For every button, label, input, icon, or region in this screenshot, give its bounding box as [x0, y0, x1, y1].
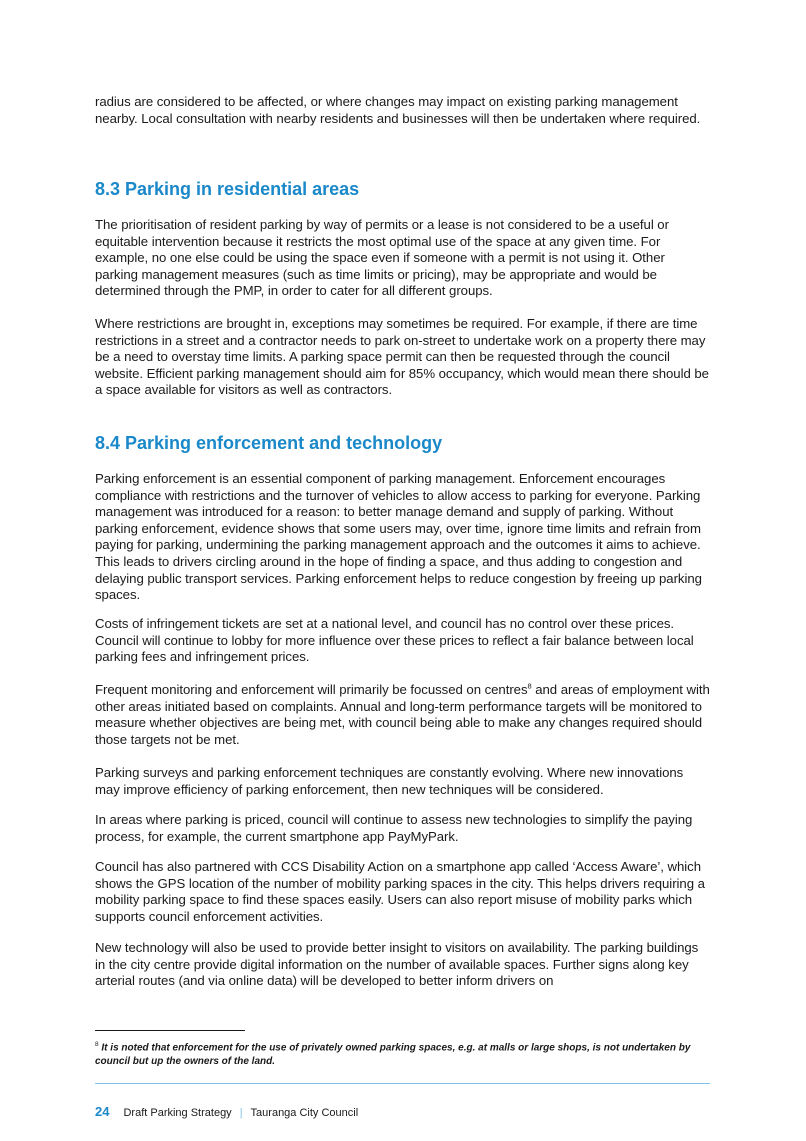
paragraph-8-4-3: [95, 682, 710, 748]
footnote-text: It is noted that enforcement for the use of privately owned parking spaces, e.g. at malls or large shops, is not undertaken by council but up the owners of the land.: [95, 1042, 691, 1067]
intro-paragraph: radius are considered to be affected, or where changes may impact on existing parking management nearby. Local consultation with nearby residents and businesses will then be undertaken where required.: [95, 94, 701, 126]
section-heading-8-4: 8.4 Parking enforcement and technology: [95, 433, 443, 453]
paragraph-8-4-6: Council has also partnered with CCS Disability Action on a smartphone app called ‘Access Aware’, which shows the GPS location of the number of mobility parking spaces in the city. This helps drivers requiring a mobility parking space to find these spaces easily. Users can also report misuse of mobility parks which supports council enforcement activities.: [95, 859, 705, 924]
footnote-number: 8: [95, 1041, 99, 1048]
footnote-reference: 8: [527, 681, 532, 691]
footnote-divider: [95, 1030, 245, 1031]
page-footer: [95, 1104, 358, 1119]
paragraph-8-4-5: In areas where parking is priced, council will continue to assess new technologies to simplify the paying process, for example, the current smartphone app PayMyPark.: [95, 812, 693, 844]
document-title: Draft Parking Strategy: [123, 1107, 232, 1119]
paragraph-8-4-2: Costs of infringement tickets are set at a national level, and council has no control over these prices. Council will continue to lobby for more influence over these prices to reflect a fair balance between local parking fees and infringement prices.: [95, 616, 694, 665]
paragraph-8-3-2: Where restrictions are brought in, exceptions may sometimes be required. For example, if there are time restrictions in a street and a contractor needs to park on-street to undertake work on a property there may be a need to overstay time limits. A parking space permit can then be requested through the council website. Efficient parking management should aim for 85% occupancy, which would mean there should be a space available for visitors as well as contractors.: [95, 316, 709, 398]
paragraph-8-4-7: New technology will also be used to provide better insight to visitors on availability. The parking buildings in the city centre provide digital information on the number of available spaces. Further signs along key arterial routes (and via online data) will be developed to better inform drivers on: [95, 940, 699, 989]
page-number: 24: [95, 1104, 110, 1119]
paragraph-8-4-3-end: and areas of employment with other areas initiated based on complaints. Annual and long-term performance targets will be monitored to measure whether objectives are being met, with council being able to make any changes required should those targets not be met.: [95, 682, 710, 747]
paragraph-8-4-4: Parking surveys and parking enforcement techniques are constantly evolving. Where new innovations may improve efficiency of parking enforcement, then new techniques will be considered.: [95, 765, 684, 797]
paragraph-8-3-1: The prioritisation of resident parking by way of permits or a lease is not considered to be a useful or equitable intervention because it restricts the most optimal use of the space at any given time. For example, no one else could be using the space even if someone with a permit is not using it. Other parking management measures (such as time limits or pricing), may be appropriate and would be determined through the PMP, in order to cater for all different groups.: [95, 217, 669, 299]
footer-divider: [95, 1083, 710, 1084]
section-heading-8-3: 8.3 Parking in residential areas: [95, 179, 360, 199]
footer-separator: |: [239, 1107, 243, 1119]
footnote: [95, 1038, 707, 1068]
organisation-name: Tauranga City Council: [250, 1107, 359, 1119]
paragraph-8-4-3-start: Frequent monitoring and enforcement will primarily be focussed on centres: [95, 682, 528, 697]
paragraph-8-4-1: Parking enforcement is an essential component of parking management. Enforcement encourages compliance with restrictions and the turnover of vehicles to allow access to parking for everyone. Parking management was introduced for a reason: to better manage demand and supply of parking. Without parking enforcement, evidence shows that some users may, over time, ignore time limits and refrain from paying for parking, undermining the parking management approach and the outcomes it aims to achieve. This leads to drivers circling around in the hope of finding a space, and thus adding to congestion and delaying public transport services. Parking enforcement helps to reduce congestion by freeing up parking spaces.: [95, 471, 702, 603]
